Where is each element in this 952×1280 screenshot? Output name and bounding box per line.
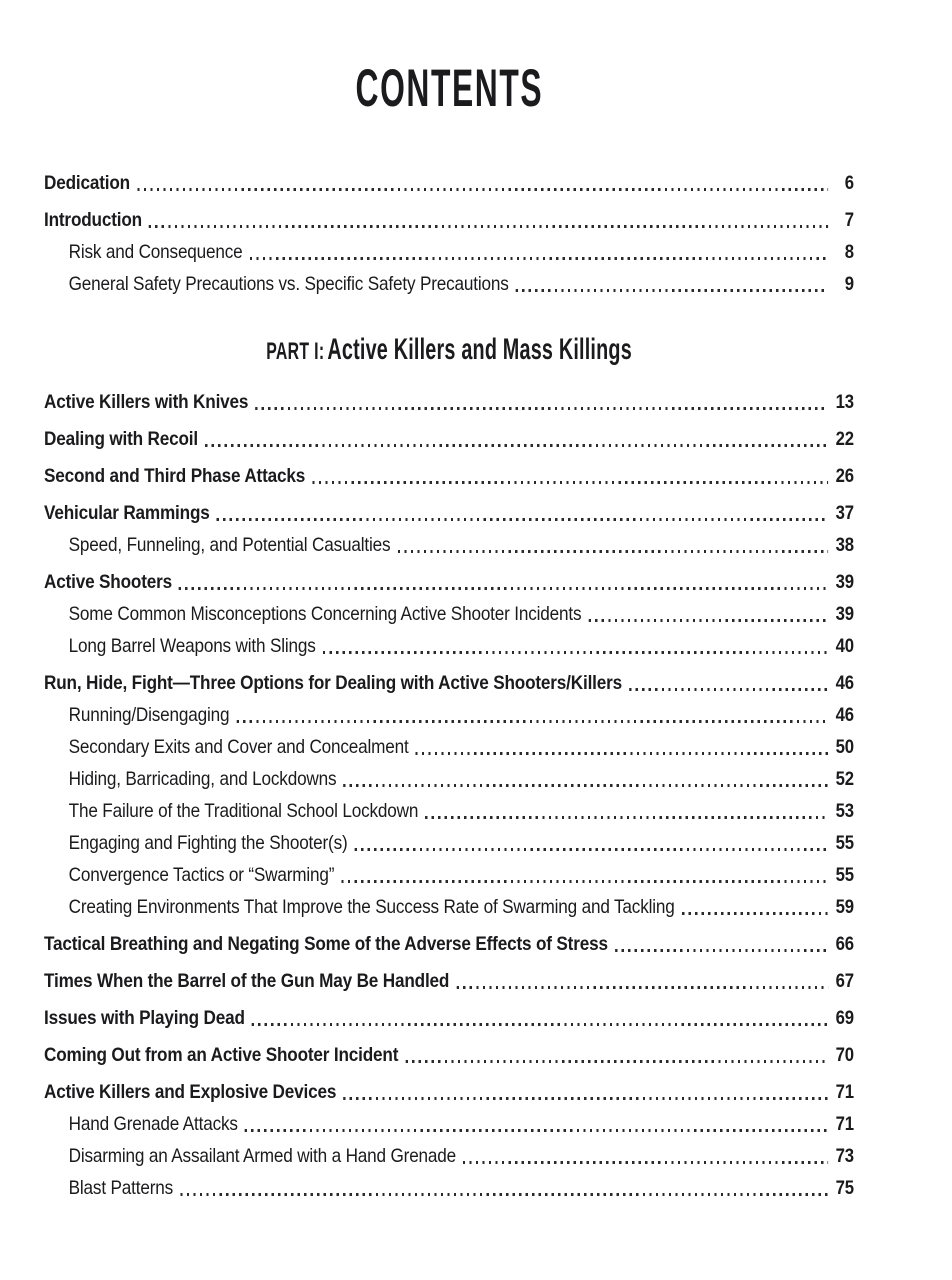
toc-page-number: 71 [835,1113,854,1135]
toc-entry [44,625,854,657]
toc-entry-label: Creating Environments That Improve the Success Rate of Swarming and Tackling [68,896,675,919]
dot-leader [323,651,829,654]
toc-entry [44,418,854,450]
toc-page-number: 66 [835,933,854,955]
toc-entry [44,561,854,593]
toc-content [44,60,854,1199]
toc-entry-label: Long Barrel Weapons with Slings [68,635,316,658]
dot-leader [312,481,828,484]
dot-leader [615,949,828,952]
dot-leader [180,1193,828,1196]
toc-page-number: 69 [835,1007,854,1029]
page-title: CONTENTS [355,59,543,118]
toc-entry [44,960,854,992]
toc-entry-label: Issues with Playing Dead [44,1007,245,1030]
toc-page-number: 70 [835,1044,854,1066]
toc-entry [44,199,854,231]
toc-entry [44,593,854,625]
toc-page-number: 50 [835,736,854,758]
toc-entry [44,1167,854,1199]
toc-page-number: 26 [835,465,854,487]
toc-entry-label: Dedication [44,172,130,195]
toc-entry-label: Tactical Breathing and Negating Some of the Adverse Effects of Stress [44,933,608,956]
toc-entry-label: Disarming an Assailant Armed with a Hand Grenade [68,1145,457,1168]
toc-page-number: 67 [835,970,854,992]
dot-leader [217,518,829,521]
toc-entry [44,662,854,694]
toc-entry [44,1034,854,1066]
toc-page-number: 53 [835,800,854,822]
dot-leader [463,1161,828,1164]
toc-entry [44,1103,854,1135]
toc-entry-label: Active Killers with Knives [44,391,249,414]
toc-entry-label: Engaging and Fighting the Shooter(s) [68,832,348,855]
toc-entry-label: Risk and Consequence [68,241,243,264]
toc-page-number: 38 [835,534,854,556]
toc-page-number: 75 [835,1177,854,1199]
part-title: Active Killers and Mass Killings [327,333,632,366]
dot-leader [149,225,828,228]
part-heading [44,333,854,373]
toc-page-number: 52 [835,768,854,790]
part-number-label: PART I: [266,338,325,365]
toc-entry-label: Active Killers and Explosive Devices [44,1081,337,1104]
dot-leader [252,1023,828,1026]
toc-entry [44,524,854,556]
toc-entry [44,231,854,263]
toc-entry-label: Dealing with Recoil [44,428,198,451]
dot-leader [343,784,828,787]
toc-page-number: 9 [844,273,854,295]
toc-entry-label: Hiding, Barricading, and Lockdowns [68,768,337,791]
toc-entry-label: Secondary Exits and Cover and Concealment [68,736,409,759]
dot-leader [250,257,829,260]
toc-page-number: 13 [835,391,854,413]
dot-leader [682,912,829,915]
dot-leader [341,880,828,883]
toc-entry-label: Vehicular Rammings [44,502,210,525]
toc-entry [44,758,854,790]
toc-page-number: 39 [835,603,854,625]
toc-front-matter-list [44,162,854,295]
toc-entry [44,694,854,726]
toc-entry-label: Second and Third Phase Attacks [44,465,306,488]
toc-page-number: 71 [835,1081,854,1103]
toc-entry-label: General Safety Precautions vs. Specific Safety Precautions [68,273,509,296]
toc-entry [44,492,854,524]
toc-page-number: 22 [835,428,854,450]
toc-entry [44,822,854,854]
toc-entry-label: Some Common Misconceptions Concerning Active Shooter Incidents [68,603,582,626]
toc-page-number: 55 [835,832,854,854]
toc-entry [44,790,854,822]
toc-entry-label: The Failure of the Traditional School Lockdown [68,800,419,823]
dot-leader [629,688,828,691]
dot-leader [179,587,828,590]
toc-entry-label: Active Shooters [44,571,173,594]
toc-entry-label: Coming Out from an Active Shooter Incident [44,1044,399,1067]
dot-leader [255,407,828,410]
dot-leader [343,1097,828,1100]
toc-entry-label: Hand Grenade Attacks [68,1113,238,1136]
toc-entry [44,726,854,758]
toc-entry [44,997,854,1029]
dot-leader [588,619,828,622]
toc-page-number: 6 [844,172,854,194]
toc-entry [44,886,854,918]
toc-page-number: 59 [835,896,854,918]
toc-page-number: 40 [835,635,854,657]
toc-page-number: 73 [835,1145,854,1167]
toc-page-number: 46 [835,704,854,726]
toc-entry [44,854,854,886]
toc-entry-label: Speed, Funneling, and Potential Casualties [68,534,391,557]
toc-entry [44,1135,854,1167]
page-title-wrap [44,60,854,122]
toc-entry [44,381,854,413]
toc-entry-label: Introduction [44,209,142,232]
toc-entry-label: Run, Hide, Fight—Three Options for Dealing with Active Shooters/Killers [44,672,622,695]
dot-leader [236,720,828,723]
toc-entry-list [44,381,854,1199]
toc-page-number: 39 [835,571,854,593]
toc-entry [44,263,854,295]
dot-leader [355,848,829,851]
toc-entry-label: Times When the Barrel of the Gun May Be Handled [44,970,450,993]
toc-entry-label: Convergence Tactics or “Swarming” [68,864,335,887]
dot-leader [245,1129,828,1132]
toc-page-number: 46 [835,672,854,694]
toc-page-number: 55 [835,864,854,886]
toc-page-number: 7 [844,209,854,231]
dot-leader [425,816,828,819]
dot-leader [416,752,829,755]
dot-leader [137,188,828,191]
dot-leader [205,444,828,447]
toc-entry [44,162,854,194]
toc-entry-label: Running/Disengaging [68,704,230,727]
dot-leader [405,1060,828,1063]
dot-leader [397,550,828,553]
dot-leader [456,986,828,989]
toc-entry-label: Blast Patterns [68,1177,174,1200]
toc-entry [44,455,854,487]
toc-entry [44,1071,854,1103]
dot-leader [516,289,829,292]
toc-page-number: 8 [844,241,854,263]
toc-page-number: 37 [835,502,854,524]
toc-entry [44,923,854,955]
